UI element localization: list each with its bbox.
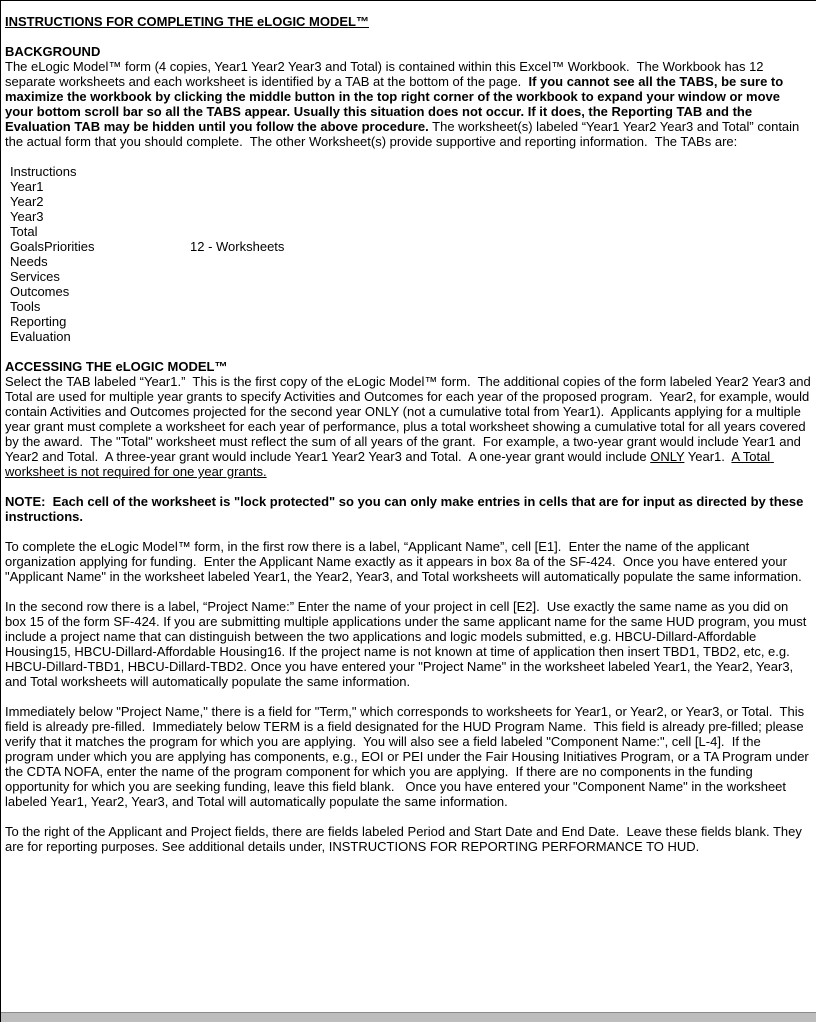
background-heading: BACKGROUND (5, 44, 101, 59)
tab-list-item-year1: Year1 (10, 179, 44, 194)
tab-list-item-services: Services (10, 269, 60, 284)
tab-list-item-reporting: Reporting (10, 314, 67, 329)
tab-label: GoalsPriorities (10, 239, 95, 254)
tab-list-item-goalspriorities (10, 239, 811, 254)
tab-list-item-instructions: Instructions (10, 164, 77, 179)
period-dates-paragraph: To the right of the Applicant and Project fields, there are fields labeled Period and Start Date and End Date. Leave these fields blank. They are for reporting purposes. See additional details under, INSTRUCTIONS FOR REPORTING PERFORMANCE TO HUD. (5, 824, 806, 854)
worksheet-count-note: 12 - Worksheets (190, 239, 285, 254)
document-content (1, 1, 816, 854)
tab-list-item-year2: Year2 (10, 194, 44, 209)
tab-list-item-tools: Tools (10, 299, 41, 314)
applicant-name-paragraph: To complete the eLogic Model™ form, in the first row there is a label, “Applicant Name”, cell [E1]. Enter the name of the applicant organization applying for funding. Enter the Applicant Name exactly as it appears in box 8a of the SF-424. Once you have entered your "Applicant Name" in the worksheet labeled Year1, the Year2, Year3, and Total worksheets will automatically populate the same information. (5, 539, 802, 584)
accessing-paragraph: Select the TAB labeled “Year1.” This is the first copy of the eLogic Model™ form. The additional copies of the form labeled Year2 Year3 and Total are used for multiple year grants to specify Activities and Outcomes for each year of the proposed program. Year2, for example, would contain Activities and Outcomes projected for the second year ONLY (not a cumulative total from Year1). Applicants applying for a multiple year grant must complete a worksheet for each year of performance, plus a total worksheet showing a cumulative total for all years covered by the award. The "Total" worksheet must reflect the sum of all years of the grant. For example, a two-year grant would include Year1 and Year2 and Total. A three-year grant would include Year1 Year2 Year3 and Total. A one-year grant would include ONLY Year1. A Total worksheet is not required for one year grants. (5, 374, 815, 479)
tab-list-item-evaluation: Evaluation (10, 329, 71, 344)
horizontal-scrollbar[interactable] (1, 1012, 816, 1022)
tab-list-item-year3: Year3 (10, 209, 44, 224)
tab-list-item-total: Total (10, 224, 38, 239)
tab-list-item-outcomes: Outcomes (10, 284, 70, 299)
note-paragraph: NOTE: Each cell of the worksheet is "lock protected" so you can only make entries in cells that are for input as directed by these instructions. (5, 494, 807, 524)
project-name-paragraph: In the second row there is a label, “Project Name:” Enter the name of your project in cell [E2]. Use exactly the same name as you did on box 15 of the form SF-424. If you are submitting multiple applications under the same applicant name for the same HUD program, you must include a project name that can distinguish between the two applications and logic models submitted, e.g. HBCU-Dillard-Affordable Housing15, HBCU-Dillard-Affordable Housing16. If the project name is not known at time of application then insert TBD1, TBD2, etc, e.g. HBCU-Dillard-TBD1, HBCU-Dillard-TBD2. Once you have entered your "Project Name" in the worksheet labeled Year1, the Year2, Year3, and Total worksheets will automatically populate the same information. (5, 599, 810, 689)
accessing-heading: ACCESSING THE eLOGIC MODEL™ (5, 359, 228, 374)
background-paragraph: The eLogic Model™ form (4 copies, Year1 Year2 Year3 and Total) is contained within this Excel™ Workbook. The Workbook has 12 separate worksheets and each worksheet is identified by a TAB at the bottom of the page. If you cannot see all the TABS, be sure to maximize the workbook by clicking the middle button in the top right corner of the workbook to expand your window or move your bottom scroll bar so all the TABS appear. Usually this situation does not occur. If it does, the Reporting TAB and the Evaluation TAB may be hidden until you follow the above procedure. The worksheet(s) labeled “Year1 Year2 Year3 and Total” contain the actual form that you should complete. The other Worksheet(s) provide supportive and reporting information. The TABs are: (5, 59, 803, 149)
tab-list-item-needs: Needs (10, 254, 48, 269)
tab-list (5, 164, 811, 344)
page-title: INSTRUCTIONS FOR COMPLETING THE eLOGIC MODEL™ (5, 14, 369, 29)
term-component-paragraph: Immediately below "Project Name," there is a field for "Term," which corresponds to worksheets for Year1, or Year2, or Year3, or Total. This field is already pre-filled. Immediately below TERM is a field designated for the HUD Program Name. This field is already pre-filled; please verify that it matches the program for which you are applying. You will also see a field labeled "Component Name:", cell [L-4]. If the program under which you are applying has components, e.g., EOI or PEI under the Fair Housing Initiatives Program, or a TA Program under the CDTA NOFA, enter the name of the program component for which you are applying. If there are no components in the funding opportunity for which you are seeking funding, leave this field blank. Once you have entered your "Component Name" in the worksheet labeled Year1, Year2, Year3, and Total will automatically populate the same information. (5, 704, 813, 809)
